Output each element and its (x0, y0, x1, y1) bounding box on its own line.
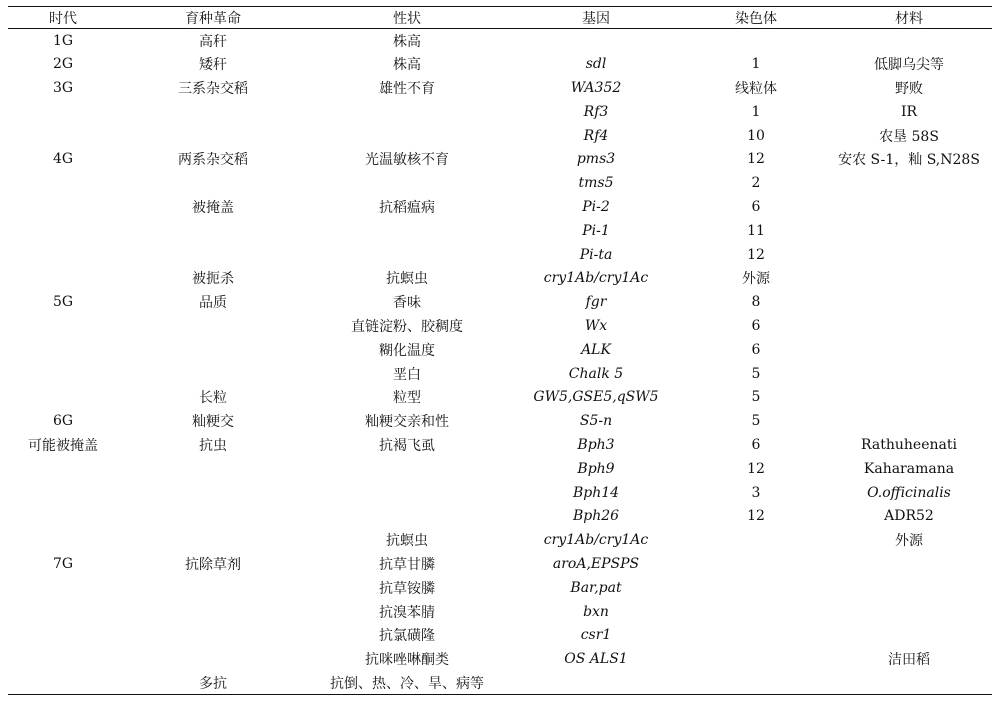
cell-material (826, 290, 992, 314)
cell-material (826, 195, 992, 219)
cell-revolution: 多抗 (199, 675, 227, 692)
cell-chromosome (686, 600, 826, 624)
cell-gene: cry1Ab/cry1Ac (543, 270, 649, 287)
cell-gene: Bph26 (572, 508, 620, 525)
cell-era: 6G (52, 413, 74, 430)
cell-gene: pms3 (576, 151, 616, 168)
cell-era (8, 314, 118, 338)
cell-trait: 抗氯磺隆 (379, 628, 435, 645)
table-row (8, 457, 992, 481)
cell-material: 低脚乌尖等 (874, 57, 944, 74)
cell-era: 可能被掩盖 (28, 437, 98, 454)
cell-trait: 雄性不育 (379, 80, 435, 97)
cell-revolution: 品质 (199, 295, 227, 312)
cell-trait: 粒型 (393, 390, 421, 407)
cell-revolution: 长粒 (199, 390, 227, 407)
cell-era (8, 600, 118, 624)
table-row (8, 409, 992, 433)
cell-material (826, 29, 992, 53)
cell-material (826, 409, 992, 433)
cell-era (8, 481, 118, 505)
table-row (8, 266, 992, 290)
cell-material: ADR52 (884, 508, 934, 525)
header-trait: 性状 (308, 7, 506, 29)
table-row (8, 576, 992, 600)
cell-trait: 糊化温度 (379, 342, 435, 359)
table-row (8, 171, 992, 195)
cell-trait (308, 457, 506, 481)
header-revolution: 育种革命 (118, 7, 308, 29)
cell-revolution (118, 124, 308, 148)
cell-era (8, 195, 118, 219)
table-row (8, 504, 992, 528)
table-row (8, 600, 992, 624)
cell-chromosome (686, 29, 826, 53)
table-row (8, 338, 992, 362)
cell-trait: 抗咪唑啉酮类 (365, 652, 449, 669)
cell-era (8, 457, 118, 481)
table-row (8, 433, 992, 457)
cell-trait (308, 481, 506, 505)
cell-chromosome: 10 (747, 127, 765, 144)
cell-revolution (118, 647, 308, 671)
table-row (8, 528, 992, 552)
cell-trait: 株高 (393, 57, 421, 74)
cell-gene: fgr (585, 294, 607, 311)
cell-trait (308, 171, 506, 195)
cell-gene: Wx (584, 317, 608, 334)
cell-trait: 抗螟虫 (386, 533, 428, 550)
cell-trait (308, 124, 506, 148)
cell-era (8, 528, 118, 552)
table-row (8, 671, 992, 695)
cell-trait: 抗草甘膦 (379, 556, 435, 573)
table-body (8, 29, 992, 695)
cell-trait (308, 219, 506, 243)
cell-era (8, 362, 118, 386)
cell-chromosome: 线粒体 (735, 80, 777, 97)
cell-chromosome: 5 (751, 365, 761, 382)
cell-chromosome: 12 (747, 151, 765, 168)
cell-chromosome: 6 (751, 198, 761, 215)
cell-era (8, 623, 118, 647)
cell-revolution (118, 623, 308, 647)
cell-gene: cry1Ab/cry1Ac (543, 532, 649, 549)
cell-gene: sdl (585, 56, 607, 73)
cell-material (826, 243, 992, 267)
cell-gene: bxn (583, 603, 609, 620)
cell-material (826, 576, 992, 600)
cell-trait: 抗稻瘟病 (379, 199, 435, 216)
cell-era (8, 171, 118, 195)
cell-era (8, 266, 118, 290)
cell-trait: 抗褐飞虱 (379, 437, 435, 454)
cell-revolution: 籼粳交 (192, 414, 234, 431)
cell-gene: GW5,GSE5,qSW5 (533, 389, 659, 406)
cell-era (8, 576, 118, 600)
cell-material: Rathuheenati (861, 436, 957, 453)
cell-revolution (118, 528, 308, 552)
cell-gene: Bph14 (572, 484, 620, 501)
cell-chromosome (686, 647, 826, 671)
cell-trait (308, 100, 506, 124)
cell-material (826, 314, 992, 338)
cell-revolution (118, 219, 308, 243)
cell-era: 5G (52, 294, 74, 311)
cell-trait (308, 243, 506, 267)
cell-revolution: 矮秆 (199, 57, 227, 74)
cell-gene: Rf4 (583, 127, 609, 144)
cell-trait: 直链淀粉、胶稠度 (351, 318, 463, 335)
cell-chromosome: 2 (751, 175, 761, 192)
cell-gene: tms5 (578, 175, 614, 192)
cell-material (826, 338, 992, 362)
cell-era: 4G (52, 151, 74, 168)
cell-trait: 光温敏核不育 (365, 152, 449, 169)
cell-era (8, 243, 118, 267)
cell-material: 安农 S-1，籼 S,N28S (838, 152, 980, 169)
table-row (8, 195, 992, 219)
cell-gene: OS ALS1 (564, 651, 628, 668)
header-chromosome: 染色体 (686, 7, 826, 29)
cell-era (8, 385, 118, 409)
cell-material: Kaharamana (863, 460, 955, 477)
cell-revolution: 高秆 (199, 33, 227, 50)
header-material: 材料 (826, 7, 992, 29)
cell-gene: WA352 (570, 79, 622, 96)
cell-era (8, 671, 118, 695)
cell-trait: 香味 (393, 295, 421, 312)
table-row (8, 100, 992, 124)
cell-era: 3G (52, 79, 74, 96)
cell-material (826, 266, 992, 290)
header-era: 时代 (8, 7, 118, 29)
cell-revolution: 被掩盖 (192, 199, 234, 216)
cell-gene: Pi-ta (579, 246, 613, 263)
cell-chromosome (686, 671, 826, 695)
cell-revolution (118, 481, 308, 505)
cell-trait: 抗倒、热、冷、旱、病等 (330, 675, 484, 692)
cell-gene: aroA,EPSPS (552, 555, 640, 572)
table-row (8, 290, 992, 314)
cell-revolution: 抗虫 (199, 437, 227, 454)
breeding-revolution-table (8, 6, 992, 695)
cell-trait (308, 504, 506, 528)
table-row (8, 385, 992, 409)
table-row (8, 647, 992, 671)
cell-revolution (118, 100, 308, 124)
cell-chromosome: 12 (747, 508, 765, 525)
cell-era: 7G (52, 555, 74, 572)
cell-material (826, 623, 992, 647)
cell-material (826, 171, 992, 195)
cell-revolution: 被扼杀 (192, 271, 234, 288)
table-row (8, 219, 992, 243)
cell-material (826, 385, 992, 409)
cell-chromosome: 8 (751, 294, 761, 311)
cell-era: 2G (52, 56, 74, 73)
cell-era (8, 100, 118, 124)
table-row (8, 314, 992, 338)
cell-era: 1G (52, 32, 74, 49)
cell-chromosome (686, 623, 826, 647)
cell-gene: Pi-1 (582, 222, 610, 239)
cell-era (8, 647, 118, 671)
table-row (8, 29, 992, 53)
cell-material (826, 552, 992, 576)
table-header-row (8, 7, 992, 29)
cell-trait: 株高 (393, 33, 421, 50)
cell-chromosome (686, 552, 826, 576)
cell-gene: S5-n (579, 413, 613, 430)
cell-revolution (118, 576, 308, 600)
cell-era (8, 219, 118, 243)
table-row (8, 76, 992, 100)
cell-chromosome: 11 (747, 222, 765, 239)
cell-gene: Pi-2 (582, 198, 610, 215)
cell-chromosome (686, 528, 826, 552)
cell-gene: Bar,pat (570, 579, 622, 596)
table-row (8, 243, 992, 267)
table-row (8, 481, 992, 505)
cell-revolution (118, 171, 308, 195)
cell-revolution: 抗除草剂 (185, 556, 241, 573)
cell-chromosome: 6 (751, 436, 761, 453)
cell-era (8, 124, 118, 148)
cell-revolution (118, 338, 308, 362)
cell-revolution: 两系杂交稻 (178, 152, 248, 169)
cell-material: O.officinalis (867, 484, 951, 501)
cell-material: 农垦 58S (879, 128, 939, 145)
cell-trait: 籼粳交亲和性 (365, 414, 449, 431)
cell-chromosome: 6 (751, 341, 761, 358)
cell-gene: Bph3 (577, 436, 615, 453)
cell-material (826, 671, 992, 695)
table-row (8, 124, 992, 148)
cell-gene: Bph9 (577, 460, 615, 477)
cell-trait: 抗溴苯腈 (379, 604, 435, 621)
cell-chromosome: 外源 (742, 271, 770, 288)
cell-chromosome: 12 (747, 246, 765, 263)
cell-era (8, 338, 118, 362)
cell-revolution (118, 362, 308, 386)
cell-chromosome: 6 (751, 317, 761, 334)
cell-chromosome: 12 (747, 460, 765, 477)
cell-gene: Rf3 (583, 103, 609, 120)
cell-material: 洁田稻 (888, 652, 930, 669)
cell-gene (506, 671, 686, 695)
table-row (8, 147, 992, 171)
cell-trait: 抗草铵膦 (379, 580, 435, 597)
cell-chromosome: 1 (751, 56, 761, 73)
cell-gene: ALK (581, 341, 611, 358)
cell-trait: 垩白 (393, 366, 421, 383)
cell-chromosome (686, 576, 826, 600)
cell-material: 外源 (895, 533, 923, 550)
table-row (8, 623, 992, 647)
table-row (8, 362, 992, 386)
cell-chromosome: 1 (751, 103, 761, 120)
cell-gene: Chalk 5 (568, 365, 624, 382)
cell-revolution: 三系杂交稻 (178, 80, 248, 97)
cell-gene: csr1 (580, 627, 612, 644)
cell-revolution (118, 457, 308, 481)
table-row (8, 552, 992, 576)
cell-chromosome: 3 (751, 484, 761, 501)
header-gene: 基因 (506, 7, 686, 29)
table-row (8, 52, 992, 76)
cell-material (826, 219, 992, 243)
cell-era (8, 504, 118, 528)
cell-trait: 抗螟虫 (386, 271, 428, 288)
cell-gene (506, 29, 686, 53)
cell-revolution (118, 600, 308, 624)
cell-material: IR (900, 103, 918, 120)
cell-material (826, 362, 992, 386)
cell-material (826, 600, 992, 624)
cell-revolution (118, 243, 308, 267)
cell-chromosome: 5 (751, 389, 761, 406)
cell-revolution (118, 504, 308, 528)
cell-revolution (118, 314, 308, 338)
cell-material: 野败 (895, 80, 923, 97)
cell-chromosome: 5 (751, 413, 761, 430)
